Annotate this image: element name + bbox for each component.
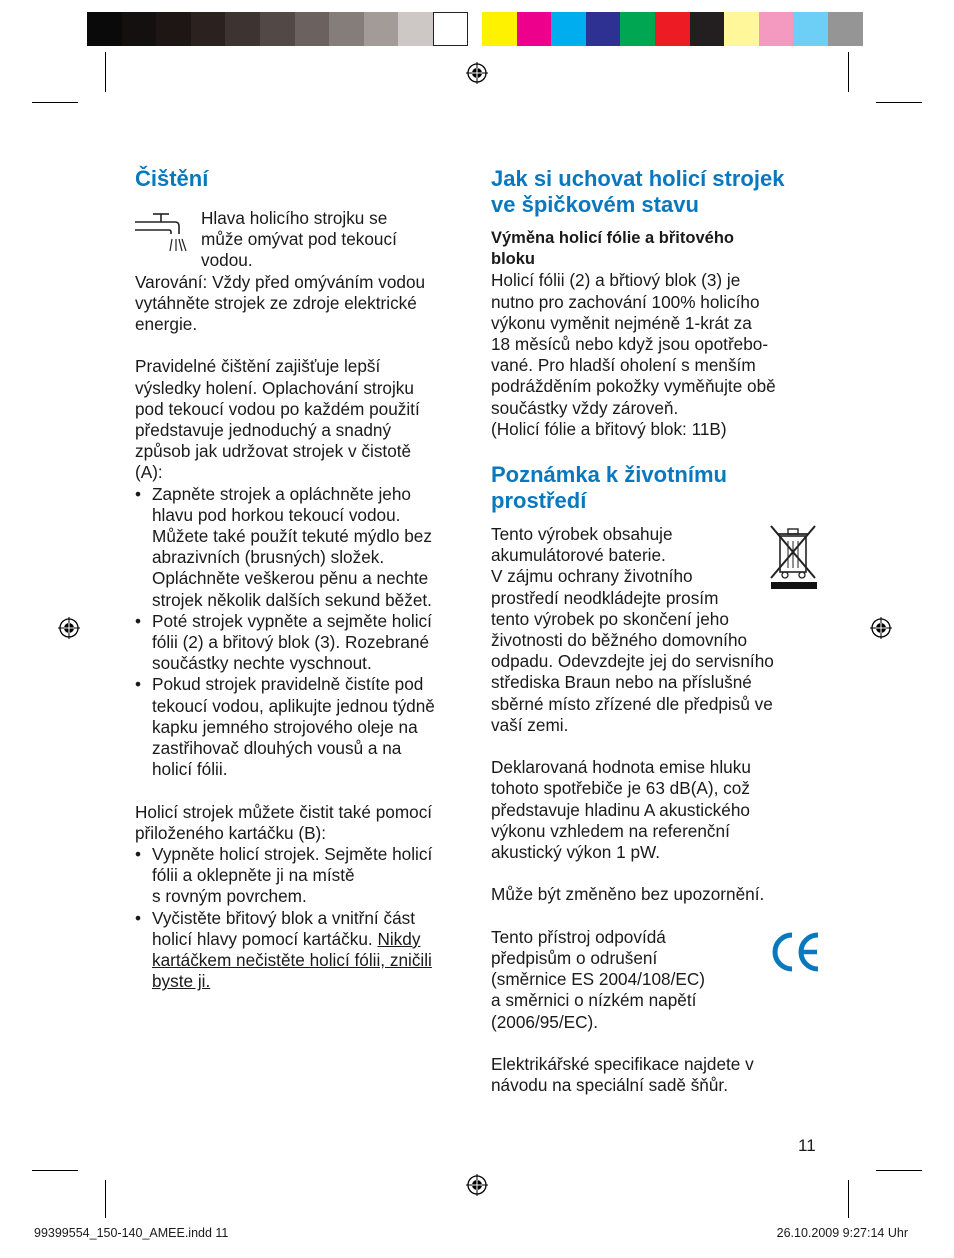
list-item: • Pokud strojek pravidelně čistíte pod tekoucí vodou, aplikujte jednou týdně kapku jemného strojového oleje na zastřihovač dlouhých vousů a na holicí fólii.: [135, 674, 465, 780]
right-column: [491, 166, 821, 1096]
registration-mark-icon: [466, 1174, 488, 1196]
crop-mark: [32, 1170, 78, 1171]
crop-mark: [848, 52, 849, 92]
footer-timestamp: 26.10.2009 9:27:14 Uhr: [776, 1226, 908, 1240]
gray-swatch: [295, 12, 330, 46]
crop-mark: [876, 102, 922, 103]
faucet-icon: [135, 212, 187, 252]
gray-swatch: [329, 12, 364, 46]
maintenance-heading: Jak si uchovat holicí strojek ve špičkovém stavu: [491, 166, 785, 217]
gray-swatch: [122, 12, 157, 46]
registration-mark-icon: [466, 62, 488, 84]
crop-mark: [848, 1180, 849, 1218]
brush-paragraph: Holicí strojek můžete čistit také pomocí přiloženého kartáčku (B):: [135, 801, 433, 843]
cleaning-paragraph: Pravidelné čištění zajišťuje lepší výsledky holení. Oplachování strojku pod tekoucí vodou po každém použití představuje jednoduchý a snadný způsob jak udržovat strojek v čistotě (A):: [135, 356, 420, 483]
color-swatch: [620, 12, 655, 46]
environment-heading: Poznámka k životnímu prostředí: [491, 462, 727, 514]
gray-swatch: [433, 12, 468, 46]
crop-mark: [32, 102, 78, 103]
registration-mark-icon: [870, 617, 892, 639]
gray-swatch: [191, 12, 226, 46]
color-swatch: [517, 12, 552, 46]
list-item: • Poté strojek vypněte a sejměte holicí fólii (2) a břitový blok (3). Rozebrané součástky nechte vyschnout.: [135, 611, 465, 675]
gray-swatch: [260, 12, 295, 46]
ce-mark-icon: [769, 931, 821, 973]
color-swatch: [655, 12, 690, 46]
color-swatch: [828, 12, 863, 46]
change-notice: Může být změněno bez upozornění.: [491, 884, 765, 905]
gray-swatch: [156, 12, 191, 46]
crop-mark: [105, 52, 106, 92]
brush-list: [135, 844, 465, 992]
color-swatch: [759, 12, 794, 46]
footer-file-info: 99399554_150-140_AMEE.indd 11: [34, 1226, 229, 1240]
color-swatch: [586, 12, 621, 46]
warning-underlined: Nikdy: [377, 928, 421, 949]
color-swatch: [724, 12, 759, 46]
crossed-bin-icon: [769, 524, 819, 590]
replacement-text: Holicí fólii (2) a břtiový blok (3) je nutno pro zachování 100% holicího výkonu vyměnit nejméně 1-krát za 18 měsíců nebo když jsou opotřebo- vané. Pro hladší oholení s menším podrážděním pokožky vyměňujte obě součástky vždy zároveň. (Holicí fólie a břitový blok: 11B): [491, 270, 776, 439]
color-swatch: [551, 12, 586, 46]
faucet-text: Hlava holicího strojku se může omývat pod tekoucí vodou.: [201, 208, 397, 271]
gray-swatch: [225, 12, 260, 46]
list-item: • Zapněte strojek a opláchněte jeho hlavu pod horkou tekoucí vodou. Můžete také použít tekuté mýdlo bez abrazivních (brusných) složek. Opláchněte veškerou pěnu a nechte strojek několik dalších sekund běžet.: [135, 484, 465, 611]
conformity-text: Tento přístroj odpovídá předpisům o odrušení (směrnice ES 2004/108/EC) a směrnici o nízkém napětí (2006/95/EC).: [491, 926, 705, 1032]
environment-text: Tento výrobek obsahuje akumulátorové baterie. V zájmu ochrany životního prostředí neodkládejte prosím tento výrobek po skončení jeho životnosti do běžného domovního odpadu. Odevzdejte jej do servisního střediska Braun nebo na příslušné sběrné místo zřízené dle předpisů ve vaší zemi.: [491, 524, 774, 735]
color-swatch: [690, 12, 725, 46]
page-number: 11: [798, 1136, 816, 1155]
list-item: • Vyčistěte břitový blok a vnitřní část holicí hlavy pomocí kartáčku. Nikdy kartáčkem nečistěte holicí fólii, zničili byste ji.: [135, 908, 465, 993]
crop-mark: [876, 1170, 922, 1171]
gray-swatch: [364, 12, 399, 46]
spec-text: Elektrikářské specifikace najdete v návodu na speciální sadě šňůr.: [491, 1054, 754, 1096]
left-column: [135, 166, 465, 992]
gray-swatch: [398, 12, 433, 46]
warning-text: Varování: Vždy před omýváním vodou vytáhněte strojek ze zdroje elektrické energie.: [135, 271, 426, 335]
gray-swatch: [87, 12, 122, 46]
color-swatch: [793, 12, 828, 46]
replacement-subheading: Výměna holicí fólie a břitového bloku: [491, 229, 734, 269]
noise-text: Deklarovaná hodnota emise hluku tohoto spotřebiče je 63 dB(A), což představuje hladinu A akustického výkonu vzhledem na referenční akustický výkon 1 pW.: [491, 757, 751, 863]
cleaning-heading: Čištění: [135, 166, 209, 191]
cleaning-list: [135, 484, 465, 781]
crop-mark: [105, 1180, 106, 1218]
list-item: • Vypněte holicí strojek. Sejměte holicí fólii a oklepněte ji na místě s rovným povrchem.: [135, 844, 465, 908]
registration-mark-icon: [58, 617, 80, 639]
color-swatch: [482, 12, 517, 46]
